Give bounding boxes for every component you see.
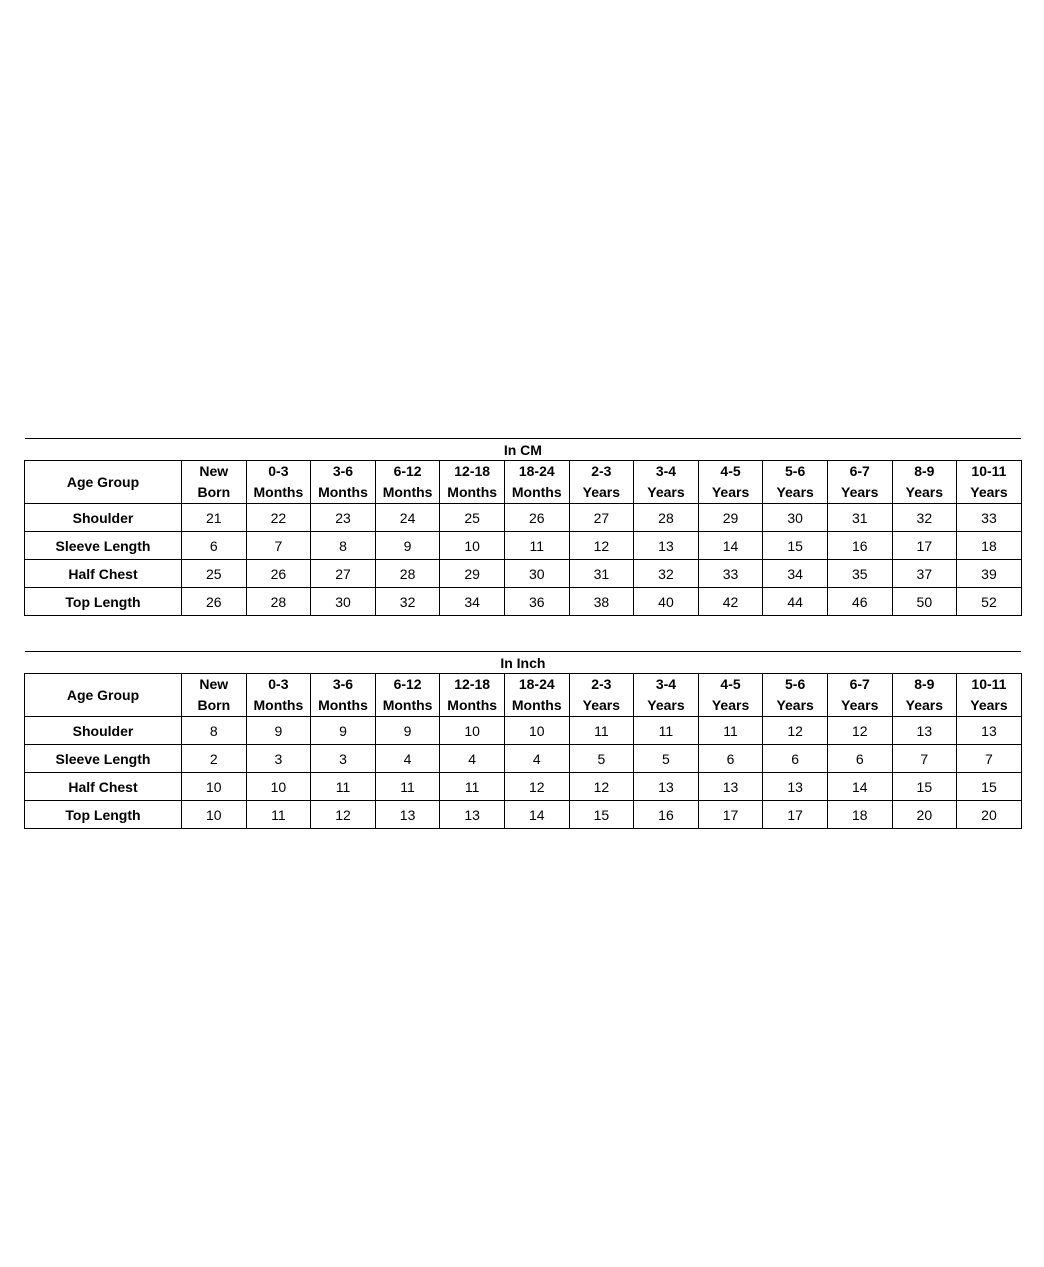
column-header-line: Years bbox=[647, 484, 685, 500]
column-header-line: Months bbox=[318, 484, 368, 500]
table-cell: 10 bbox=[440, 717, 505, 745]
table-row-half-chest bbox=[25, 560, 1022, 588]
column-header-line: New bbox=[199, 676, 229, 692]
column-header-line: Years bbox=[776, 697, 814, 713]
column-header-line: Months bbox=[447, 484, 498, 500]
size-table-inch bbox=[24, 651, 1022, 829]
table-row-shoulder bbox=[25, 717, 1022, 745]
table-cell: 15 bbox=[892, 773, 957, 801]
row-label: Shoulder bbox=[25, 717, 182, 745]
column-header-line: 10-11 bbox=[971, 463, 1007, 479]
table-row-sleeve-length bbox=[25, 532, 1022, 560]
row-label: Half Chest bbox=[25, 773, 182, 801]
table-cell: 6 bbox=[827, 745, 892, 773]
column-header-line: 12-18 bbox=[454, 676, 491, 692]
table-cell: 12 bbox=[569, 532, 634, 560]
table-cell: 15 bbox=[957, 773, 1022, 801]
table-cell: 35 bbox=[827, 560, 892, 588]
column-header-line: 12-18 bbox=[454, 463, 491, 479]
table-cell: 12 bbox=[504, 773, 569, 801]
column-header bbox=[763, 674, 828, 717]
column-header-line: Months bbox=[382, 484, 433, 500]
table-cell: 33 bbox=[957, 504, 1022, 532]
column-header-line: Years bbox=[841, 697, 879, 713]
table-cell: 12 bbox=[827, 717, 892, 745]
column-header bbox=[569, 461, 634, 504]
table-cell: 23 bbox=[311, 504, 376, 532]
table-title-row bbox=[25, 652, 1022, 674]
table-cell: 20 bbox=[957, 801, 1022, 829]
row-label: Half Chest bbox=[25, 560, 182, 588]
column-header-line: Years bbox=[582, 484, 621, 500]
column-header-line: New bbox=[199, 463, 229, 479]
table-cell: 17 bbox=[698, 801, 763, 829]
table-cell: 26 bbox=[246, 560, 311, 588]
table-cell: 13 bbox=[634, 532, 699, 560]
table-cell: 11 bbox=[698, 717, 763, 745]
table-cell: 46 bbox=[827, 588, 892, 616]
table-cell: 22 bbox=[246, 504, 311, 532]
column-header-line: Months bbox=[253, 697, 304, 713]
column-header-line: Years bbox=[711, 697, 750, 713]
column-header bbox=[311, 674, 376, 717]
column-header-line: 8-9 bbox=[914, 463, 935, 479]
column-header bbox=[182, 674, 247, 717]
column-header-line: 18-24 bbox=[518, 463, 555, 479]
column-header bbox=[698, 461, 763, 504]
column-header-line: Months bbox=[318, 697, 368, 713]
column-header bbox=[246, 461, 311, 504]
column-header-line: 0-3 bbox=[268, 676, 289, 692]
table-cell: 6 bbox=[182, 532, 247, 560]
table-cell: 39 bbox=[957, 560, 1022, 588]
column-header bbox=[311, 461, 376, 504]
column-header bbox=[698, 674, 763, 717]
column-header-line: 3-4 bbox=[655, 463, 677, 479]
table-cell: 24 bbox=[375, 504, 440, 532]
table-cell: 6 bbox=[763, 745, 828, 773]
table-cell: 10 bbox=[246, 773, 311, 801]
column-header-line: 10-11 bbox=[971, 676, 1007, 692]
table-cell: 9 bbox=[375, 532, 440, 560]
table-cell: 13 bbox=[440, 801, 505, 829]
column-header-line: Years bbox=[841, 484, 879, 500]
table-cell: 13 bbox=[957, 717, 1022, 745]
table-row-top-length bbox=[25, 801, 1022, 829]
table-cell: 13 bbox=[375, 801, 440, 829]
row-label: Top Length bbox=[25, 801, 182, 829]
column-header-line: 3-4 bbox=[655, 676, 677, 692]
table-cell: 12 bbox=[311, 801, 376, 829]
column-header bbox=[375, 461, 440, 504]
table-cell: 3 bbox=[246, 745, 311, 773]
column-header bbox=[763, 461, 828, 504]
column-header bbox=[440, 461, 505, 504]
column-header-line: Years bbox=[905, 697, 944, 713]
column-header-line: Months bbox=[447, 697, 498, 713]
table-cell: 16 bbox=[634, 801, 699, 829]
column-header bbox=[634, 674, 699, 717]
column-header-line: Years bbox=[776, 484, 814, 500]
table-cell: 7 bbox=[892, 745, 957, 773]
column-header-line: 2-3 bbox=[591, 676, 612, 692]
table-title: In Inch bbox=[25, 652, 1022, 674]
column-header-line: 5-6 bbox=[785, 676, 806, 692]
column-header-line: Years bbox=[970, 484, 1008, 500]
column-header-line: Born bbox=[197, 484, 231, 500]
table-cell: 10 bbox=[504, 717, 569, 745]
table-cell: 6 bbox=[698, 745, 763, 773]
column-header-line: 8-9 bbox=[914, 676, 935, 692]
table-cell: 31 bbox=[569, 560, 634, 588]
row-label: Shoulder bbox=[25, 504, 182, 532]
table-cell: 27 bbox=[311, 560, 376, 588]
column-header bbox=[634, 461, 699, 504]
table-cell: 17 bbox=[763, 801, 828, 829]
table-cell: 11 bbox=[504, 532, 569, 560]
table-cell: 11 bbox=[246, 801, 311, 829]
column-header bbox=[375, 674, 440, 717]
table-header-row bbox=[25, 461, 1022, 504]
table-cell: 37 bbox=[892, 560, 957, 588]
column-header-line: 6-7 bbox=[849, 676, 870, 692]
table-cell: 36 bbox=[504, 588, 569, 616]
table-cell: 44 bbox=[763, 588, 828, 616]
column-header bbox=[892, 674, 957, 717]
table-cell: 4 bbox=[375, 745, 440, 773]
table-cell: 14 bbox=[504, 801, 569, 829]
table-cell: 9 bbox=[375, 717, 440, 745]
table-cell: 30 bbox=[311, 588, 376, 616]
table-cell: 25 bbox=[182, 560, 247, 588]
column-header-line: 18-24 bbox=[518, 676, 555, 692]
column-header-line: Years bbox=[711, 484, 750, 500]
age-group-header: Age Group bbox=[25, 461, 182, 504]
table-cell: 11 bbox=[375, 773, 440, 801]
table-cell: 31 bbox=[827, 504, 892, 532]
table-cell: 18 bbox=[827, 801, 892, 829]
table-cell: 11 bbox=[440, 773, 505, 801]
size-table-cm bbox=[24, 438, 1022, 616]
table-cell: 28 bbox=[634, 504, 699, 532]
table-cell: 8 bbox=[182, 717, 247, 745]
table-cell: 5 bbox=[634, 745, 699, 773]
table-cell: 12 bbox=[569, 773, 634, 801]
table-cell: 21 bbox=[182, 504, 247, 532]
column-header-line: Months bbox=[511, 484, 562, 500]
table-cell: 26 bbox=[182, 588, 247, 616]
table-cell: 10 bbox=[440, 532, 505, 560]
column-header-line: Months bbox=[511, 697, 562, 713]
table-cell: 26 bbox=[504, 504, 569, 532]
table-cell: 18 bbox=[957, 532, 1022, 560]
table-cell: 30 bbox=[504, 560, 569, 588]
table-cell: 9 bbox=[311, 717, 376, 745]
table-row-sleeve-length bbox=[25, 745, 1022, 773]
table-cell: 13 bbox=[892, 717, 957, 745]
table-cell: 29 bbox=[440, 560, 505, 588]
table-row-top-length bbox=[25, 588, 1022, 616]
table-cell: 34 bbox=[440, 588, 505, 616]
column-header bbox=[246, 674, 311, 717]
column-header bbox=[957, 674, 1022, 717]
table-cell: 10 bbox=[182, 773, 247, 801]
table-cell: 4 bbox=[440, 745, 505, 773]
table-cell: 4 bbox=[504, 745, 569, 773]
table-cell: 28 bbox=[246, 588, 311, 616]
table-cell: 33 bbox=[698, 560, 763, 588]
column-header bbox=[182, 461, 247, 504]
row-label: Sleeve Length bbox=[25, 532, 182, 560]
table-cell: 27 bbox=[569, 504, 634, 532]
column-header bbox=[827, 674, 892, 717]
table-cell: 29 bbox=[698, 504, 763, 532]
column-header-line: Born bbox=[197, 697, 231, 713]
table-cell: 30 bbox=[763, 504, 828, 532]
table-cell: 10 bbox=[182, 801, 247, 829]
table-cell: 50 bbox=[892, 588, 957, 616]
table-cell: 15 bbox=[763, 532, 828, 560]
column-header-line: 2-3 bbox=[591, 463, 612, 479]
table-cell: 7 bbox=[957, 745, 1022, 773]
table-cell: 28 bbox=[375, 560, 440, 588]
table-cell: 17 bbox=[892, 532, 957, 560]
column-header-line: Years bbox=[905, 484, 944, 500]
table-cell: 52 bbox=[957, 588, 1022, 616]
column-header-line: 4-5 bbox=[720, 676, 741, 692]
column-header-line: 6-7 bbox=[849, 463, 870, 479]
column-header-line: Years bbox=[582, 697, 621, 713]
column-header-line: Years bbox=[647, 697, 685, 713]
column-header-line: 4-5 bbox=[720, 463, 741, 479]
table-cell: 11 bbox=[634, 717, 699, 745]
table-cell: 9 bbox=[246, 717, 311, 745]
column-header bbox=[440, 674, 505, 717]
table-cell: 13 bbox=[763, 773, 828, 801]
table-cell: 32 bbox=[892, 504, 957, 532]
column-header-line: 0-3 bbox=[268, 463, 289, 479]
column-header-line: Months bbox=[253, 484, 304, 500]
table-cell: 34 bbox=[763, 560, 828, 588]
table-cell: 13 bbox=[698, 773, 763, 801]
column-header bbox=[569, 674, 634, 717]
row-label: Top Length bbox=[25, 588, 182, 616]
table-cell: 32 bbox=[375, 588, 440, 616]
table-cell: 15 bbox=[569, 801, 634, 829]
age-group-header: Age Group bbox=[25, 674, 182, 717]
row-label: Sleeve Length bbox=[25, 745, 182, 773]
column-header-line: 3-6 bbox=[332, 676, 354, 692]
table-cell: 32 bbox=[634, 560, 699, 588]
table-cell: 13 bbox=[634, 773, 699, 801]
column-header-line: 6-12 bbox=[393, 463, 422, 479]
table-cell: 20 bbox=[892, 801, 957, 829]
table-cell: 3 bbox=[311, 745, 376, 773]
column-header-line: 3-6 bbox=[332, 463, 354, 479]
table-row-shoulder bbox=[25, 504, 1022, 532]
column-header-line: Years bbox=[970, 697, 1008, 713]
table-header-row bbox=[25, 674, 1022, 717]
column-header-line: 6-12 bbox=[393, 676, 422, 692]
table-cell: 12 bbox=[763, 717, 828, 745]
table-cell: 16 bbox=[827, 532, 892, 560]
table-cell: 2 bbox=[182, 745, 247, 773]
table-cell: 7 bbox=[246, 532, 311, 560]
table-cell: 42 bbox=[698, 588, 763, 616]
table-cell: 11 bbox=[311, 773, 376, 801]
table-title: In CM bbox=[25, 439, 1022, 461]
column-header bbox=[504, 674, 569, 717]
column-header bbox=[957, 461, 1022, 504]
table-cell: 11 bbox=[569, 717, 634, 745]
table-cell: 14 bbox=[698, 532, 763, 560]
table-cell: 38 bbox=[569, 588, 634, 616]
column-header-line: Months bbox=[382, 697, 433, 713]
table-cell: 25 bbox=[440, 504, 505, 532]
table-cell: 14 bbox=[827, 773, 892, 801]
column-header bbox=[892, 461, 957, 504]
table-title-row bbox=[25, 439, 1022, 461]
column-header bbox=[504, 461, 569, 504]
table-cell: 40 bbox=[634, 588, 699, 616]
table-cell: 5 bbox=[569, 745, 634, 773]
column-header-line: 5-6 bbox=[785, 463, 806, 479]
table-row-half-chest bbox=[25, 773, 1022, 801]
column-header bbox=[827, 461, 892, 504]
table-cell: 8 bbox=[311, 532, 376, 560]
